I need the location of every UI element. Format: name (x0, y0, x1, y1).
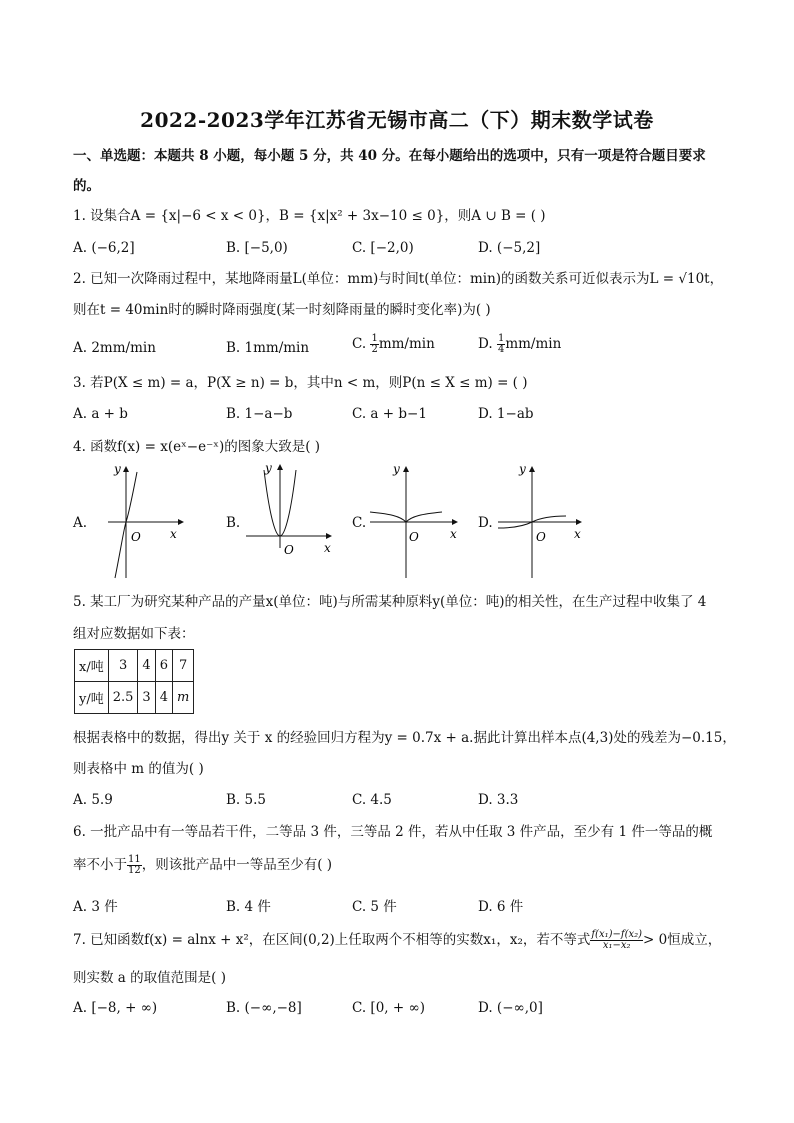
q1-option-d: D. (−5,2] (478, 240, 541, 256)
q4-graph-d-origin: O (536, 530, 546, 544)
table-cell: m (172, 682, 193, 714)
q3-stem: 3. 若P(X ≤ m) = a，P(X ≥ n) = b，其中n < m，则P(n ≤ X ≤ m) = ( ) (73, 375, 528, 391)
section-heading-cont: 的。 (73, 178, 100, 194)
q2-option-a: A. 2mm/min (73, 340, 156, 356)
q2-stem: 2. 已知一次降雨过程中，某地降雨量L(单位：mm)与时间t(单位：min)的函数关系可近似表示为L = √10t， (73, 271, 724, 287)
q6-stem: 6. 一批产品中有一等品若干件，二等品 3 件，三等品 2 件，若从中任取 3 件产品，至少有 1 件一等品的概 (73, 824, 713, 840)
q4-option-d-label: D. (478, 515, 493, 531)
q4-graph-b (238, 458, 338, 562)
section-heading: 一、单选题：本题共 8 小题，每小题 5 分，共 40 分。在每小题给出的选项中，只有一项是符合题目要求 (73, 148, 706, 164)
table-cell: 7 (172, 650, 193, 682)
page-title: 2022-2023学年江苏省无锡市高二（下）期末数学试卷 (140, 108, 654, 132)
q4-graph-c (364, 458, 464, 580)
q4-option-b-label: B. (226, 515, 241, 531)
q7-option-c: C. [0, + ∞) (352, 1000, 425, 1016)
q2-option-d: D. $\frac{1}{4}$ mm/min (478, 333, 562, 355)
q4-graph-c-origin: O (409, 530, 419, 544)
q4-graph-d-x-label: x (574, 527, 581, 541)
q2-stem-cont: 则在t = 40min时的瞬时降雨强度(某一时刻降雨量的瞬时变化率)为( ) (73, 302, 491, 318)
q6-option-a: A. 3 件 (73, 899, 118, 915)
table-row (75, 650, 194, 682)
table-cell: 4 (155, 682, 172, 714)
q5-stem: 5. 某工厂为研究某种产品的产量x(单位：吨)与所需某种原料y(单位：吨)的相关性，在生产过程中收集了 4 (73, 594, 707, 610)
q6-stem-cont: 率不小于 $\frac{11}{12}$ ，则该批产品中一等品至少有( ) (73, 854, 333, 876)
q3-option-c: C. a + b−1 (352, 406, 427, 422)
q5-option-c: C. 4.5 (352, 792, 392, 808)
q2-option-d-fraction: $\frac{1}{4}$ (497, 333, 505, 355)
q2-option-c-fraction: $\frac{1}{2}$ (371, 333, 378, 355)
q4-graph-b-x-label: x (324, 541, 331, 555)
q6-fraction: $\frac{11}{12}$ (128, 854, 141, 876)
q2-option-b: B. 1mm/min (226, 340, 310, 356)
q7-fraction: $\frac{\text{f(x₁)−f(x₂)}}{\text{x₁−x₂}}$ (591, 929, 643, 951)
q7-option-d: D. (−∞,0] (478, 1000, 543, 1016)
q4-graph-b-origin: O (284, 543, 294, 557)
q4-graph-c-x-label: x (450, 527, 457, 541)
q4-graph-a-y-label: y (114, 462, 121, 476)
q4-option-a-label: A. (73, 515, 88, 531)
q4-graph-d (494, 458, 594, 580)
q4-stem: 4. 函数f(x) = x(eˣ−e⁻ˣ)的图象大致是( ) (73, 439, 321, 455)
q4-graph-c-y-label: y (393, 462, 400, 476)
q4-graph-d-y-label: y (519, 462, 526, 476)
table-cell: x/吨 (75, 650, 109, 682)
q7-option-b: B. (−∞,−8] (226, 1000, 302, 1016)
q7-stem: 7. 已知函数f(x) = alnx + x²，在区间(0,2)上任取两个不相等的实数x₁，x₂，若不等式 $\frac{\text{f(x₁)−f(x₂)}}{\text{x₁−x₂}}$ > 0恒成立， (73, 929, 722, 951)
q3-option-b: B. 1−a−b (226, 406, 293, 422)
q5-stem-cont: 组对应数据如下表： (73, 626, 195, 642)
q3-option-d: D. 1−ab (478, 406, 534, 422)
q1-stem: 1. 设集合A = {x|−6 < x < 0}，B = {x|x² + 3x−10 ≤ 0}，则A ∪ B = ( ) (73, 208, 546, 224)
q1-option-c: C. [−2,0) (352, 240, 414, 256)
q4-graph-b-y-label: y (265, 461, 272, 475)
table-cell: 3 (108, 650, 138, 682)
q5-data-table (74, 649, 194, 714)
q6-option-d: D. 6 件 (478, 899, 524, 915)
q4-graph-a-x-label: x (170, 527, 177, 541)
q5-question: 则表格中 m 的值为( ) (73, 761, 204, 777)
q1-option-a: A. (−6,2] (73, 240, 135, 256)
table-row (75, 682, 194, 714)
q4-graph-a (88, 458, 198, 580)
q3-option-a: A. a + b (73, 406, 128, 422)
table-cell: 6 (155, 650, 172, 682)
q1-option-b: B. [−5,0) (226, 240, 288, 256)
q7-option-a: A. [−8, + ∞) (73, 1000, 158, 1016)
q6-option-c: C. 5 件 (352, 899, 397, 915)
q5-option-d: D. 3.3 (478, 792, 519, 808)
q4-graph-a-origin: O (131, 530, 141, 544)
table-cell: y/吨 (75, 682, 109, 714)
table-cell: 3 (138, 682, 155, 714)
table-cell: 2.5 (108, 682, 138, 714)
q5-option-b: B. 5.5 (226, 792, 266, 808)
q5-regression-text: 根据表格中的数据，得出y 关于 x 的经验回归方程为y = 0.7x + a.据此计算出样本点(4,3)处的残差为−0.15， (73, 730, 736, 746)
q5-option-a: A. 5.9 (73, 792, 113, 808)
q4-option-c-label: C. (352, 515, 367, 531)
table-cell: 4 (138, 650, 155, 682)
q2-option-c: C. $\frac{1}{2}$ mm/min (352, 333, 435, 355)
q7-stem-cont: 则实数 a 的取值范围是( ) (73, 970, 226, 986)
q6-option-b: B. 4 件 (226, 899, 271, 915)
